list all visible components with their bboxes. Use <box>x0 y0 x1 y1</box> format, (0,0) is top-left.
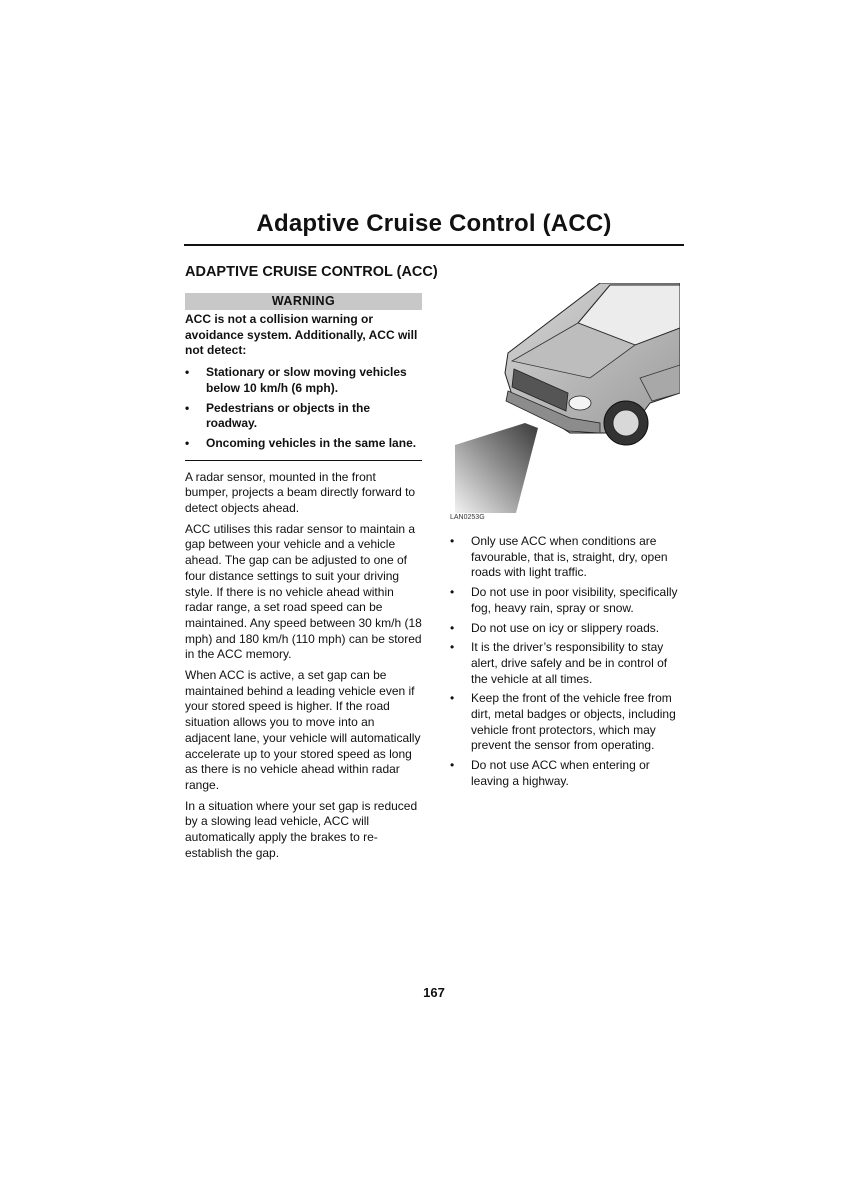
headlight <box>569 396 591 410</box>
advice-list <box>450 534 685 790</box>
page-number: 167 <box>423 985 445 1000</box>
warning-list <box>185 365 422 452</box>
warning-intro: ACC is not a collision warning or avoidance system. Additionally, ACC will not detect: <box>185 312 418 358</box>
body-paragraph: ACC utilises this radar sensor to maintain a gap between your vehicle and a vehicle ahead. The gap can be adjusted to one of four distance settings to suit your driving style. If there is no vehicle ahead within radar range, a set road speed can be maintained. Any speed between 30 km/h (18 mph) and 180 km/h (110 mph) can be stored in the ACC memory. <box>185 521 422 662</box>
wheel-hub <box>613 410 639 436</box>
warning-item: • Stationary or slow moving vehicles below 10 km/h (6 mph). <box>185 365 422 396</box>
radar-beam <box>455 423 538 513</box>
warning-item: • Pedestrians or objects in the roadway. <box>185 401 422 432</box>
section-heading: ADAPTIVE CRUISE CONTROL (ACC) <box>185 264 438 280</box>
vehicle-radar-illustration <box>450 283 680 523</box>
page-title: Adaptive Cruise Control (ACC) <box>256 210 612 237</box>
advice-item: • Do not use on icy or slippery roads. <box>450 621 685 637</box>
warning-label: WARNING <box>185 293 422 310</box>
title-rule <box>184 244 684 246</box>
body-paragraph: In a situation where your set gap is reduced by a slowing lead vehicle, ACC will automatically apply the brakes to re-establish the gap. <box>185 798 418 860</box>
advice-item: • Keep the front of the vehicle free from dirt, metal badges or objects, including vehicle front protectors, which may prevent the sensor from operating. <box>450 691 685 754</box>
body-paragraph: A radar sensor, mounted in the front bumper, projects a beam directly forward to detect objects ahead. <box>185 469 416 516</box>
advice-item: • Only use ACC when conditions are favourable, that is, straight, dry, open roads with light traffic. <box>450 534 685 581</box>
advice-item: • Do not use ACC when entering or leaving a highway. <box>450 758 685 789</box>
figure-code: LAN0253G <box>450 514 485 521</box>
body-paragraph: When ACC is active, a set gap can be maintained behind a leading vehicle even if your stored speed is higher. If the road situation allows you to move into an adjacent lane, your vehicle will automatically accelerate up to your stored speed as long as there is no vehicle ahead within radar range. <box>185 668 421 792</box>
advice-item: • It is the driver’s responsibility to stay alert, drive safely and be in control of the vehicle at all times. <box>450 640 685 687</box>
advice-item: • Do not use in poor visibility, specifically fog, heavy rain, spray or snow. <box>450 585 685 616</box>
warning-rule <box>185 460 422 461</box>
right-column <box>450 534 685 794</box>
warning-item: • Oncoming vehicles in the same lane. <box>185 436 422 452</box>
left-column <box>185 293 422 867</box>
